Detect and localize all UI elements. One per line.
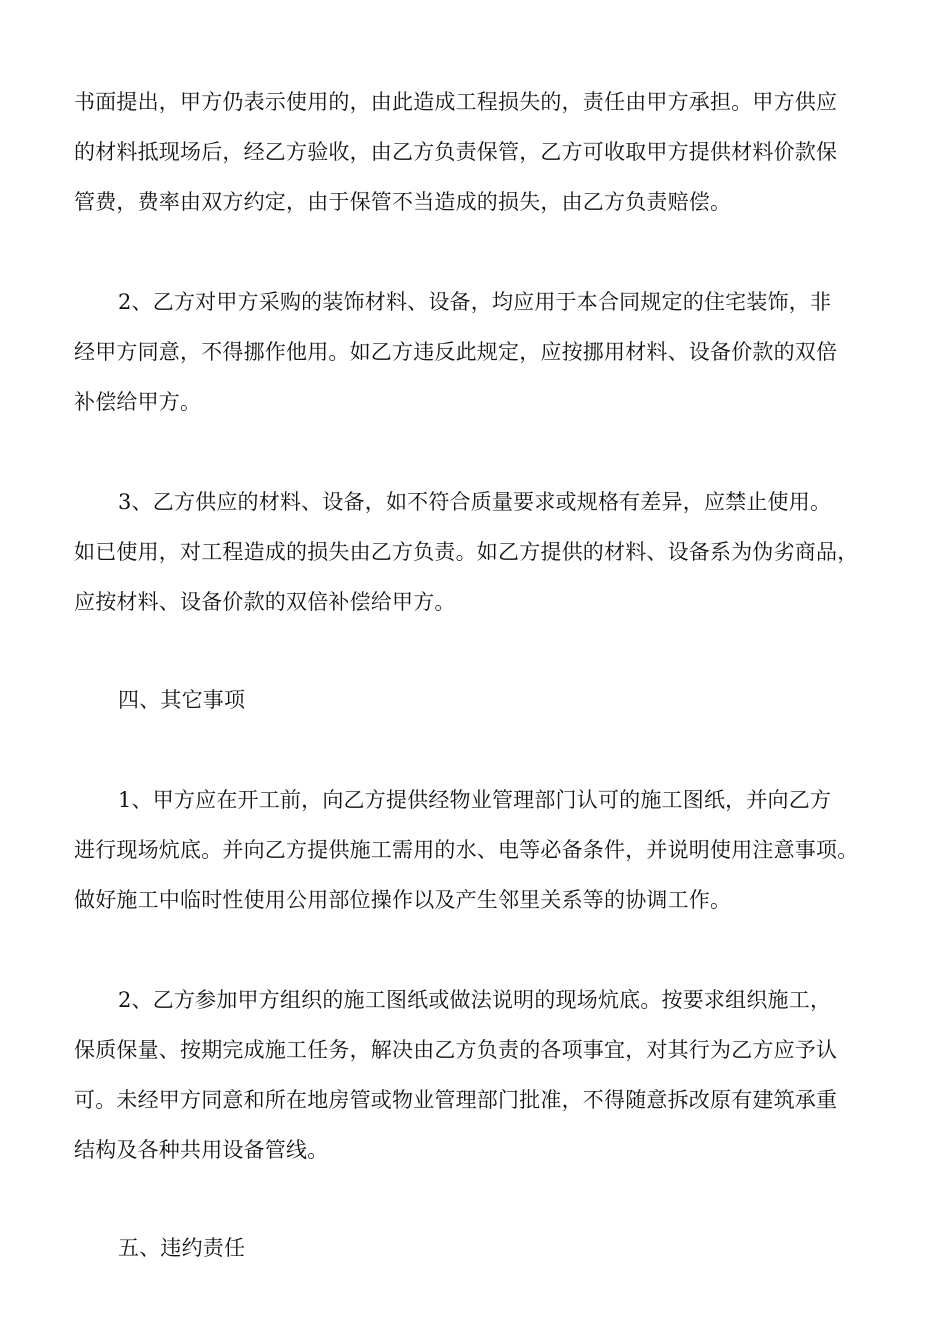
clause-2-first-line: 2、乙方对甲方采购的装饰材料、设备，均应用于本合同规定的住宅装饰，非 [118,290,832,314]
text-line: 进行现场炕底。并向乙方提供施工需用的水、电等必备条件，并说明使用注意事项。 [74,838,859,862]
text-line: 书面提出，甲方仍表示使用的，由此造成工程损失的，责任由甲方承担。甲方供应 [74,90,838,114]
text-line: 的材料抵现场后，经乙方验收，由乙方负责保管，乙方可收取甲方提供材料价款保 [74,140,838,164]
text-line: 管费，费率由双方约定，由于保管不当造成的损失，由乙方负责赔偿。 [74,190,732,214]
section-heading-other-matters: 四、其它事项 [118,688,246,712]
text-line: 做好施工中临时性使用公用部位操作以及产生邻里关系等的协调工作。 [74,888,732,912]
clause-1-first-line: 1、甲方应在开工前，向乙方提供经物业管理部门认可的施工图纸，并向乙方 [118,788,832,812]
text-line: 可。未经甲方同意和所在地房管或物业管理部门批准，不得随意拆改原有建筑承重 [74,1088,838,1112]
text-line: 经甲方同意，不得挪作他用。如乙方违反此规定，应按挪用材料、设备价款的双倍 [74,340,838,364]
section-heading-breach-liability: 五、违约责任 [118,1236,246,1260]
text-line: 如已使用，对工程造成的损失由乙方负责。如乙方提供的材料、设备系为伪劣商品， [74,540,859,564]
text-line: 应按材料、设备价款的双倍补偿给甲方。 [74,590,456,614]
clause-3-first-line: 3、乙方供应的材料、设备，如不符合质量要求或规格有差异，应禁止使用。 [118,490,832,514]
clause-2b-first-line: 2、乙方参加甲方组织的施工图纸或做法说明的现场炕底。按要求组织施工， [118,988,832,1012]
text-line: 补偿给甲方。 [74,390,202,414]
text-line: 结构及各种共用设备管线。 [74,1138,329,1162]
text-line: 保质保量、按期完成施工任务，解决由乙方负责的各项事宜，对其行为乙方应予认 [74,1038,838,1062]
